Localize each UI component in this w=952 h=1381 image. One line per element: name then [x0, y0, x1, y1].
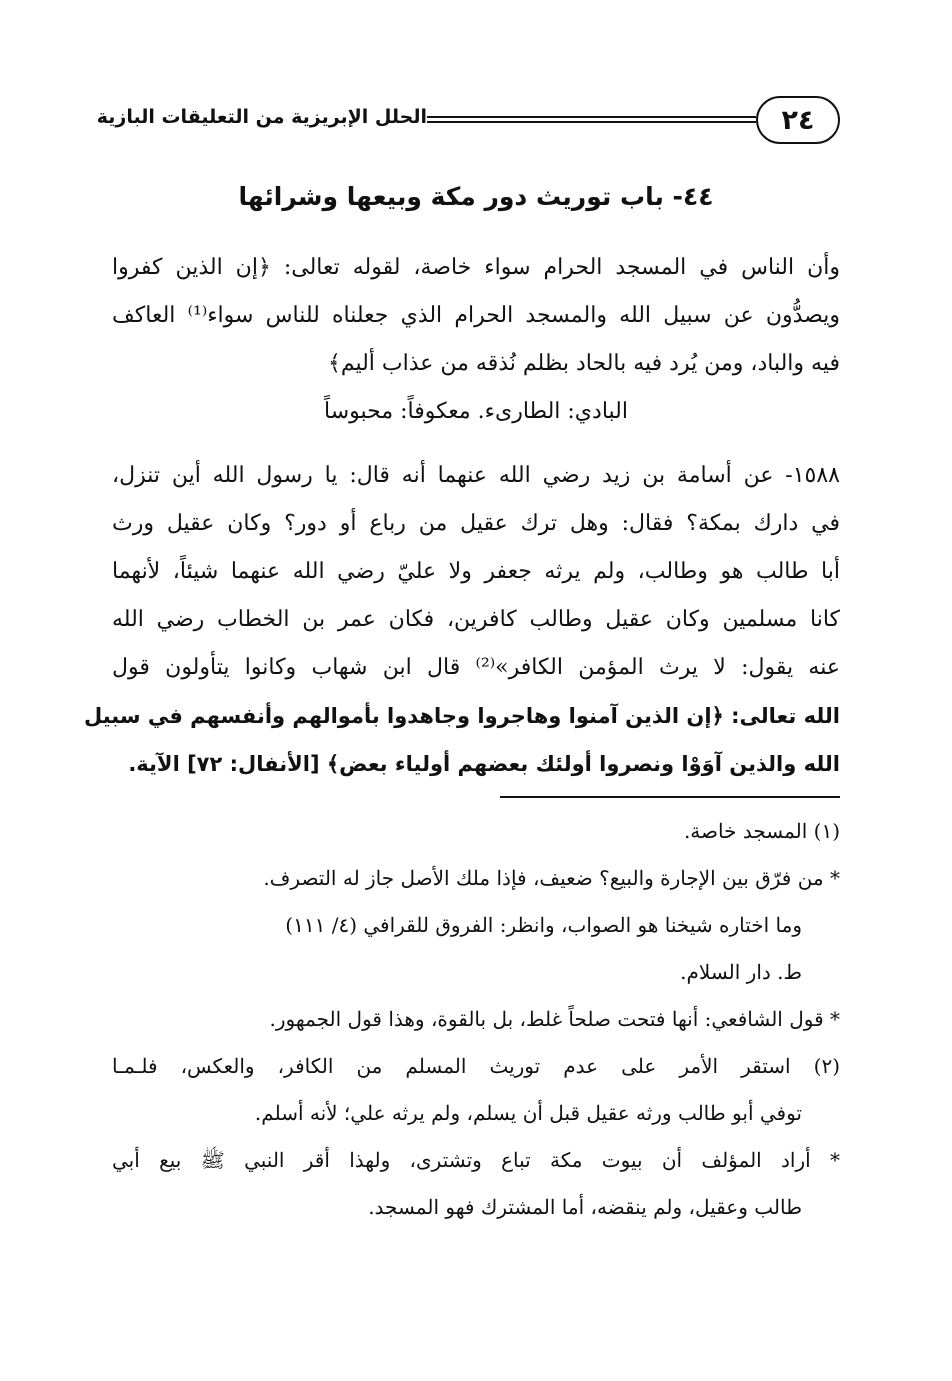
- chapter-title: ٤٤- باب توريث دور مكة وبيعها وشرائها: [238, 182, 714, 211]
- footnotes: [112, 808, 840, 1231]
- hadith-line: أبا طالب هو وطالب، ولم يرثه جعفر ولا عليّ رضي الله عنهما شيئاً، لأنهما: [112, 559, 840, 584]
- intro-line: فيه والباد، ومن يُرد فيه بالحاد بظلم نُذقه من عذاب أليم﴾: [327, 351, 840, 376]
- page-number-badge: [756, 96, 840, 144]
- footnote-line: طالب وعقيل، ولم ينقضه، أما المشترك فهو المسجد.: [368, 1195, 802, 1219]
- running-header: [96, 96, 840, 156]
- footnote-line: توفي أبو طالب ورثه عقيل قبل أن يسلم، ولم يرثه علي؛ لأنه أسلم.: [254, 1101, 802, 1125]
- hadith-paragraph: [83, 452, 840, 788]
- header-double-rule: [427, 116, 756, 123]
- quran-verse-line: الله والذين آوَوْا ونصروا أولئك بعضهم أولياء بعض﴾ [الأنفال: ٧٢] الآية.: [128, 752, 840, 776]
- footnote-line: وما اختاره شيخنا هو الصواب، وانظر: الفروق للقرافي (٤/ ١١١): [285, 913, 802, 937]
- page-number: ٢٤: [781, 104, 815, 136]
- hadith-line: عنه يقول: لا يرث المؤمن الكافر»⁽²⁾ قال ابن شهاب وكانوا يتأولون قول: [112, 655, 840, 680]
- footnote-line: (٢) استقر الأمر على عدم توريث المسلم من الكافر، والعكس، فلـمـا: [112, 1054, 840, 1078]
- intro-paragraph: [112, 244, 840, 436]
- glossary-line: البادي: الطارىء. معكوفاً: محبوساً: [324, 399, 628, 424]
- footnote-line: ط. دار السلام.: [680, 960, 802, 984]
- footnote-separator: [500, 796, 840, 798]
- footnote-line: (١) المسجد خاصة.: [683, 819, 840, 843]
- running-title: الحلل الإبريزية من التعليقات البازية: [96, 106, 427, 128]
- intro-line: ويصدُّون عن سبيل الله والمسجد الحرام الذي جعلناه للناس سواء⁽¹⁾ العاكف: [112, 303, 840, 328]
- hadith-line: ١٥٨٨- عن أسامة بن زيد رضي الله عنهما أنه قال: يا رسول الله أين تنزل،: [112, 463, 840, 488]
- hadith-line: كانا مسلمين وكان عقيل وطالب كافرين، فكان عمر بن الخطاب رضي الله: [112, 607, 840, 632]
- intro-line: وأن الناس في المسجد الحرام سواء خاصة، لقوله تعالى: ﴿إن الذين كفروا: [112, 255, 840, 280]
- footnote-line: * من فرّق بين الإجارة والبيع؟ ضعيف، فإذا ملك الأصل جاز له التصرف.: [263, 866, 840, 890]
- quran-verse-line: الله تعالى: ﴿إن الذين آمنوا وهاجروا وجاهدوا بأموالهم وأنفسهم في سبيل: [83, 704, 840, 728]
- hadith-line: في دارك بمكة؟ فقال: وهل ترك عقيل من رباع أو دور؟ وكان عقيل ورث: [112, 511, 840, 536]
- footnote-line: * أراد المؤلف أن بيوت مكة تباع وتشترى، ولهذا أقر النبي ﷺ بيع أبي: [112, 1148, 840, 1172]
- footnote-line: * قول الشافعي: أنها فتحت صلحاً غلط، بل بالقوة، وهذا قول الجمهور.: [269, 1007, 840, 1031]
